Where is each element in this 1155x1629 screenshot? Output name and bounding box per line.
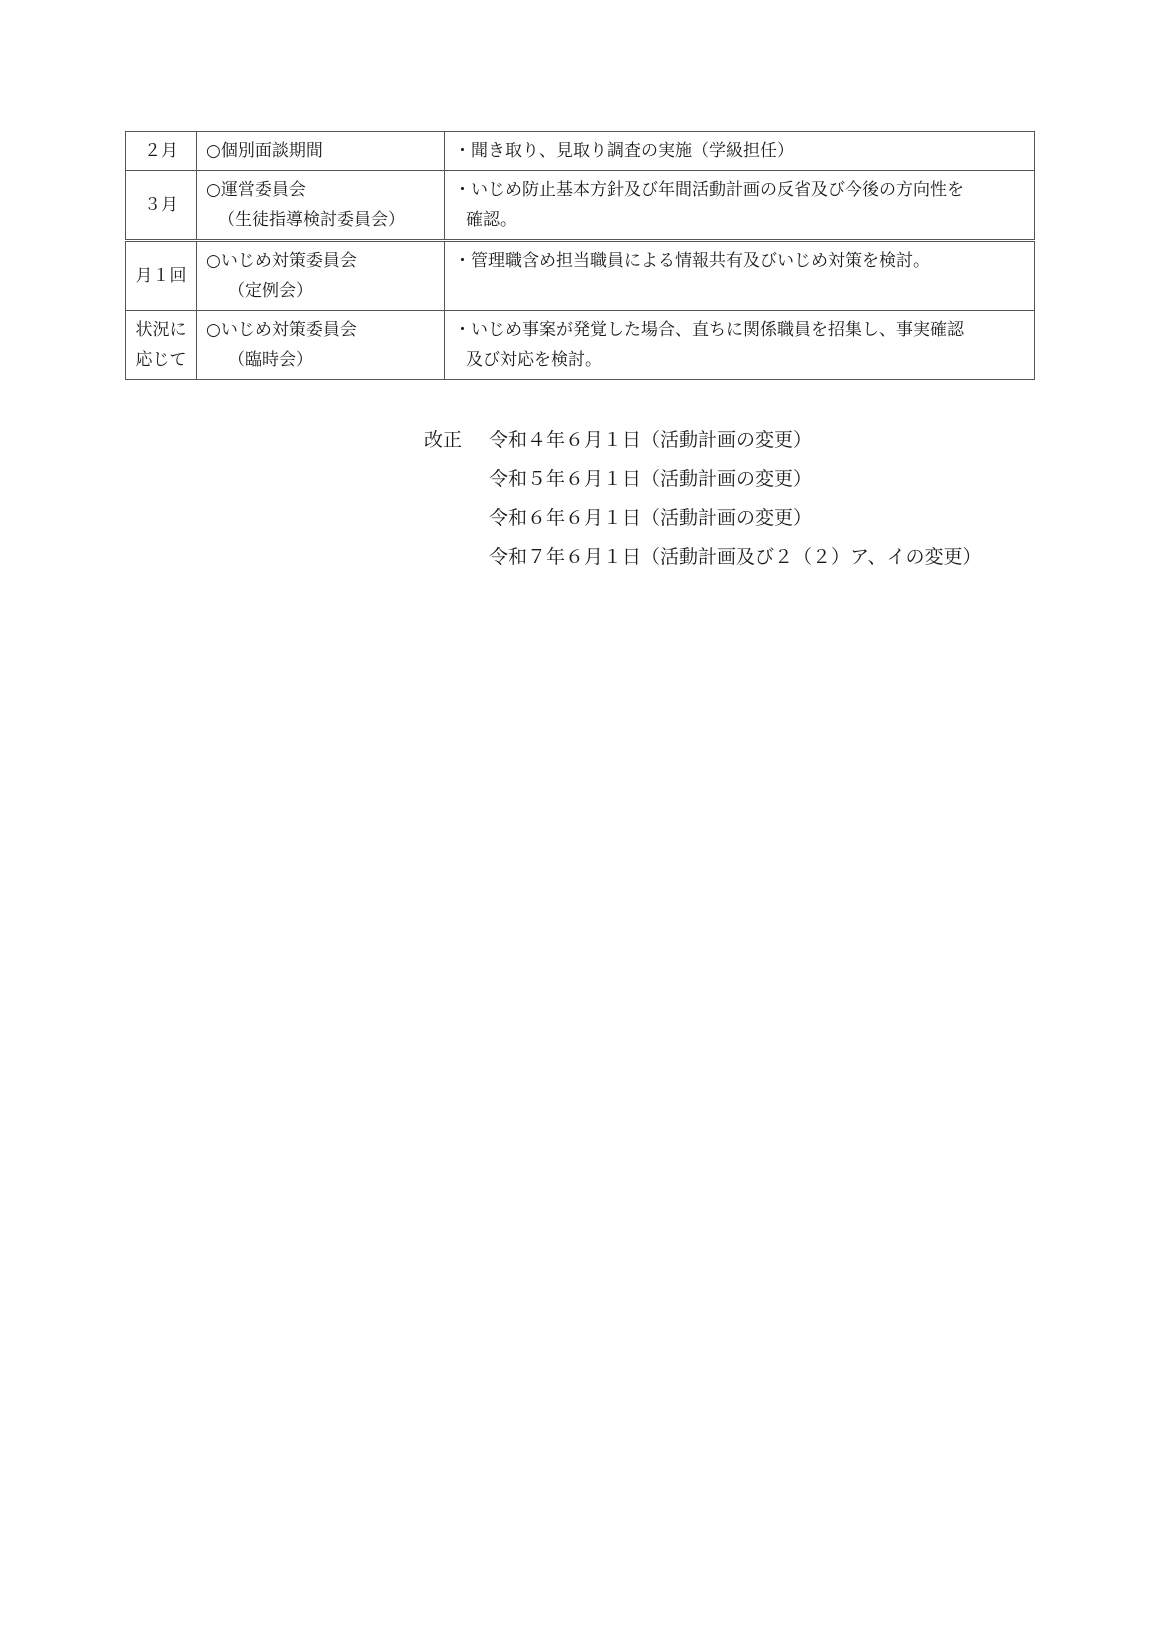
event-cell [197,311,445,380]
content-continuation: 確認。 [466,210,517,230]
event-cell [197,241,445,311]
event-text: ○いじめ対策委員会 [206,320,357,340]
revision-entry: 令和５年６月１日（活動計画の変更） [489,468,813,490]
content-text: ・いじめ防止基本方針及び年間活動計画の反省及び今後の方向性を [454,180,964,200]
event-cell [197,171,445,241]
event-text: ○いじめ対策委員会 [206,251,357,271]
revision-label: 改正 [424,429,463,451]
period-cell [126,171,197,241]
content-cell [445,311,1035,380]
period-cell [126,132,197,171]
event-cell [197,132,445,171]
table-row [126,311,1035,380]
event-text: ○個別面談期間 [206,141,323,161]
content-cell [445,171,1035,241]
revision-line [424,460,981,499]
revision-history [424,421,981,577]
period-text: 状況に [135,320,187,340]
content-text: ・聞き取り、見取り調査の実施（学級担任） [454,141,794,161]
event-subtext: （定例会） [228,281,313,301]
content-cell [445,132,1035,171]
revision-label-spacer [424,499,489,538]
content-cell [445,241,1035,311]
content-text: ・管理職含め担当職員による情報共有及びいじめ対策を検討。 [454,251,930,271]
revision-entry: 令和７年６月１日（活動計画及び２（２）ア、イの変更） [489,546,982,568]
revision-line [424,421,981,460]
revision-entry: 令和６年６月１日（活動計画の変更） [489,507,813,529]
period-text: 月１回 [135,266,187,286]
table-row [126,241,1035,311]
event-subtext: （生徒指導検討委員会） [218,210,405,230]
period-text-line2: 応じて [135,350,187,370]
period-cell [126,311,197,380]
content-continuation: 及び対応を検討。 [466,350,602,370]
revision-line [424,538,981,577]
period-text: ２月 [144,141,178,161]
table-row [126,171,1035,241]
event-text: ○運営委員会 [206,180,306,200]
table-row [126,132,1035,171]
revision-label-spacer [424,460,489,499]
revision-line [424,499,981,538]
revision-entry: 令和４年６月１日（活動計画の変更） [489,429,813,451]
revision-label-spacer [424,538,489,577]
event-subtext: （臨時会） [228,350,313,370]
period-text: ３月 [144,195,178,215]
activity-plan-table [125,131,1035,380]
content-text: ・いじめ事案が発覚した場合、直ちに関係職員を招集し、事実確認 [454,320,964,340]
period-cell [126,241,197,311]
